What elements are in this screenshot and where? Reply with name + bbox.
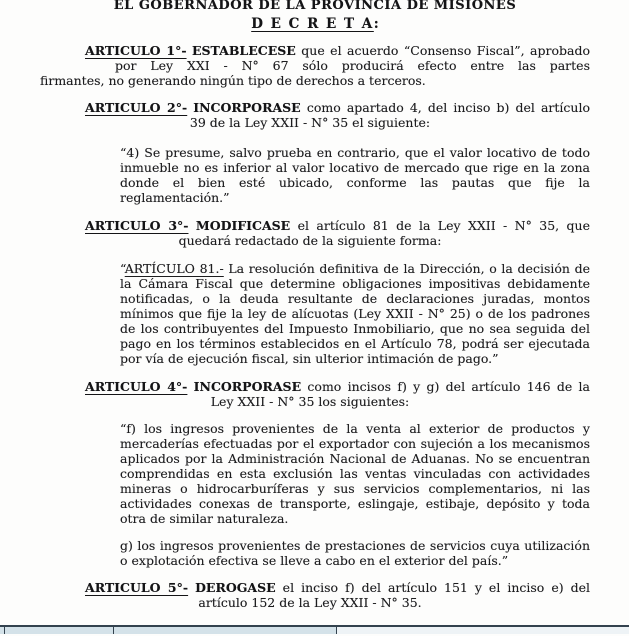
article-1-line-1 [85,43,590,58]
quoted-article-81-label: ARTÍCULO 81.- [124,261,224,276]
article-1-line-3: firmantes, no generando ningún tipo de derechos a terceros. [40,73,426,88]
article-2-label: ARTICULO 2°- [85,100,188,115]
article-5-keyword: DEROGASE [195,580,276,595]
article-4 [40,379,590,409]
table-cell-2 [114,627,337,634]
quoted-article-81-text: La resolución definitiva de la Dirección, o la decisión de la Cámara Fiscal que determine obligaciones impositivas debidamente notificadas, o la deuda resultante de declaraciones juradas, montos mínimos que fije la ley de alícuotas (Ley XXII - N° 25) o de los padrones de los contribuyentes del Impuesto Inmobiliario, que no sea seguida del pago en los términos establecidos en el Artículo 78, podrá ser ejecutada por vía de ejecución fiscal, sin ulterior intimación de pago.” [120,261,591,366]
table-cell-3 [337,627,629,634]
article-3 [40,218,590,248]
article-3-line-1 [85,218,590,233]
article-2-keyword: INCORPORASE [193,100,301,115]
article-4-label: ARTICULO 4°- [85,379,188,394]
article-2 [40,100,590,130]
article-1-text: que el acuerdo “Consenso Fiscal”, aprobado [301,43,590,58]
decree-heading [40,16,590,32]
decree-colon: : [373,16,379,32]
article-2-text: como apartado 4, del inciso b) del artículo [306,100,590,115]
article-3-line-2: quedará redactado de la siguiente forma: [178,233,442,248]
article-5-line-1 [85,580,590,595]
article-1-label: ARTICULO 1°- [85,43,187,58]
article-5-text: el inciso f) del artículo 151 y el inciso e) del [282,580,590,595]
document-title: EL GOBERNADOR DE LA PROVINCIA DE MISIONES [113,0,517,13]
article-4-inciso-f: “f) los ingresos provenientes de la venta al exterior de productos y mercaderías efectuadas por el exportador con sujeción a los mecanismos aplicados por la Administración Nacional de Aduanas. No se encuentran comprendidas en esta exclusión las ventas vinculadas con actividades mineras o hidrocarburíferas y sus servicios complementarios, ni las actividades conexas de transporte, eslingaje, estibaje, depósito y toda otra de similar naturaleza. [120,421,590,526]
article-2-line-2: 39 de la Ley XXII - N° 35 el siguiente: [189,115,431,130]
article-1 [40,43,590,88]
table-cell-1 [5,627,114,634]
article-5-line-2: artículo 152 de la Ley XXII - N° 35. [198,595,422,610]
cropped-table-top-edge [0,625,629,634]
article-4-line-1 [85,379,590,394]
article-5-label: ARTICULO 5°- [85,580,189,595]
article-4-text: como incisos f) y g) del artículo 146 de la [307,379,591,394]
article-2-line-1 [85,100,590,115]
article-2-quoted-clause: “4) Se presume, salvo prueba en contrario, que el valor locativo de todo inmueble no es inferior al valor locativo de mercado que rige en la zona donde el bien esté ubicado, conforme las pautas que fije la reglamentación.” [120,145,590,205]
article-3-text: el artículo 81 de la Ley XXII - N° 35, que [297,218,590,233]
article-4-keyword: INCORPORASE [193,379,302,394]
article-5 [40,580,590,610]
quote-open-mark: “ [120,261,125,276]
article-4-inciso-g: g) los ingresos provenientes de prestaciones de servicios cuya utilización o explotación efectiva se lleve a cabo en el exterior del país.” [120,538,590,568]
article-3-keyword: MODIFICASE [195,218,291,233]
article-3-quoted-clause [120,261,590,366]
article-3-label: ARTICULO 3°- [85,218,189,233]
decree-word: D E C R E T A [251,16,374,32]
article-1-line-2: por Ley XXI - N° 67 sólo producirá efecto entre las partes [115,58,590,73]
article-4-line-2: Ley XXII - N° 35 los siguientes: [210,394,410,409]
article-1-keyword: ESTABLECESE [192,43,296,58]
